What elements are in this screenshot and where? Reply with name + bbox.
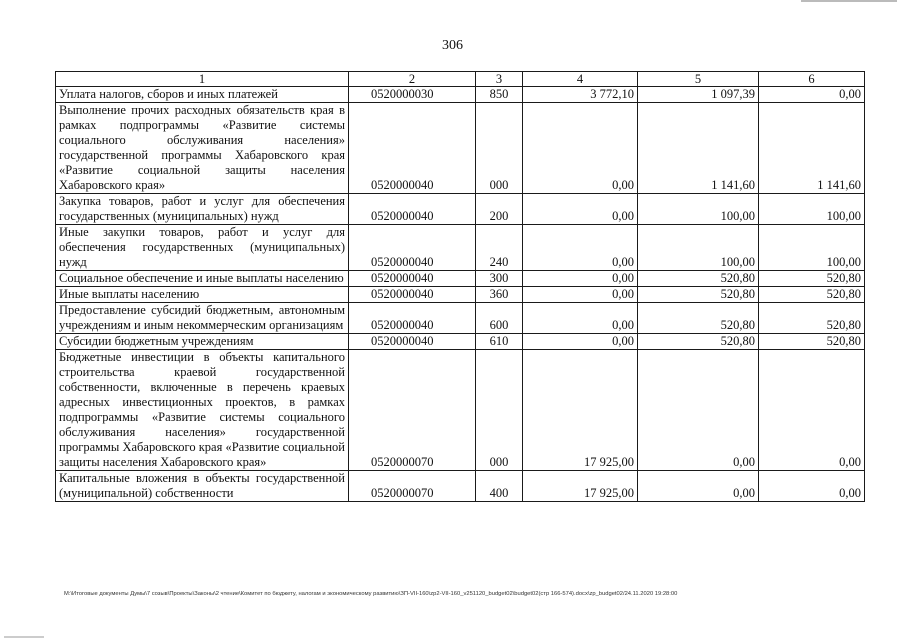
row-value-col6: 0,00 bbox=[759, 471, 865, 502]
scan-edge-mark bbox=[801, 0, 897, 2]
row-name: Субсидии бюджетным учреждениям bbox=[56, 334, 349, 350]
row-value-col5: 1 141,60 bbox=[638, 103, 759, 194]
row-target-code: 0520000040 bbox=[349, 225, 476, 271]
row-expense-type: 850 bbox=[476, 87, 523, 103]
row-target-code: 0520000040 bbox=[349, 334, 476, 350]
budget-table bbox=[55, 71, 865, 502]
row-value-col6: 520,80 bbox=[759, 271, 865, 287]
row-expense-type: 360 bbox=[476, 287, 523, 303]
row-value-col4: 0,00 bbox=[523, 334, 638, 350]
row-value-col4: 0,00 bbox=[523, 303, 638, 334]
column-header-2: 2 bbox=[349, 72, 476, 87]
row-value-col4: 3 772,10 bbox=[523, 87, 638, 103]
row-target-code: 0520000070 bbox=[349, 350, 476, 471]
row-value-col6: 0,00 bbox=[759, 350, 865, 471]
row-name: Закупка товаров, работ и услуг для обеспечения государственных (муниципальных) нужд bbox=[56, 194, 349, 225]
row-expense-type: 240 bbox=[476, 225, 523, 271]
row-value-col6: 520,80 bbox=[759, 334, 865, 350]
scan-edge-mark bbox=[4, 636, 44, 638]
table-row bbox=[56, 471, 865, 502]
row-value-col6: 520,80 bbox=[759, 287, 865, 303]
row-value-col4: 0,00 bbox=[523, 287, 638, 303]
column-header-6: 6 bbox=[759, 72, 865, 87]
table-row bbox=[56, 303, 865, 334]
row-value-col4: 17 925,00 bbox=[523, 471, 638, 502]
row-value-col5: 100,00 bbox=[638, 194, 759, 225]
row-value-col5: 520,80 bbox=[638, 271, 759, 287]
row-expense-type: 300 bbox=[476, 271, 523, 287]
row-target-code: 0520000040 bbox=[349, 271, 476, 287]
row-expense-type: 000 bbox=[476, 350, 523, 471]
row-value-col6: 520,80 bbox=[759, 303, 865, 334]
row-name: Предоставление субсидий бюджетным, автономным учреждениям и иным некоммерческим организациям bbox=[56, 303, 349, 334]
row-value-col5: 0,00 bbox=[638, 471, 759, 502]
row-value-col4: 0,00 bbox=[523, 194, 638, 225]
row-expense-type: 610 bbox=[476, 334, 523, 350]
row-value-col6: 100,00 bbox=[759, 225, 865, 271]
row-value-col6: 0,00 bbox=[759, 87, 865, 103]
table-row bbox=[56, 334, 865, 350]
table-row bbox=[56, 194, 865, 225]
row-target-code: 0520000070 bbox=[349, 471, 476, 502]
row-value-col6: 100,00 bbox=[759, 194, 865, 225]
row-expense-type: 200 bbox=[476, 194, 523, 225]
table-row bbox=[56, 225, 865, 271]
row-target-code: 0520000040 bbox=[349, 287, 476, 303]
row-expense-type: 400 bbox=[476, 471, 523, 502]
row-name: Выполнение прочих расходных обязательств края в рамках подпрограммы «Развитие системы социального обслуживания населения» государственной программы Хабаровского края «Развитие социальной защиты населения Хабаровского края» bbox=[56, 103, 349, 194]
row-expense-type: 000 bbox=[476, 103, 523, 194]
row-name: Бюджетные инвестиции в объекты капитального строительства краевой государственной собственности, включенные в перечень краевых адресных инвестиционных проектов, в рамках подпрограммы «Развитие системы социального обслуживания населения» государственной программы Хабаровского края «Развитие социальной защиты населения Хабаровского края» bbox=[56, 350, 349, 471]
row-name: Иные выплаты населению bbox=[56, 287, 349, 303]
column-header-5: 5 bbox=[638, 72, 759, 87]
table-row bbox=[56, 87, 865, 103]
row-value-col5: 1 097,39 bbox=[638, 87, 759, 103]
row-value-col4: 0,00 bbox=[523, 271, 638, 287]
row-target-code: 0520000040 bbox=[349, 303, 476, 334]
row-name: Капитальные вложения в объекты государственной (муниципальной) собственности bbox=[56, 471, 349, 502]
column-header-4: 4 bbox=[523, 72, 638, 87]
row-value-col4: 0,00 bbox=[523, 225, 638, 271]
row-value-col5: 0,00 bbox=[638, 350, 759, 471]
table-row bbox=[56, 271, 865, 287]
row-value-col4: 0,00 bbox=[523, 103, 638, 194]
table-row bbox=[56, 103, 865, 194]
row-value-col6: 1 141,60 bbox=[759, 103, 865, 194]
row-target-code: 0520000040 bbox=[349, 103, 476, 194]
row-value-col5: 520,80 bbox=[638, 334, 759, 350]
table-header-row bbox=[56, 72, 865, 87]
page-number: 306 bbox=[442, 38, 463, 53]
document-path-footer: M:\Итоговые документы Думы\7 созыв\Проекты\Законы\2 чтение\Комитет по бюджету, налогам и экономическому развитию\ЗП-VII-160\zp2-VII-160_v251120_budget02\budget02(стр 166-574).docx\zp_budget02/24.11.2020 19:28:00 bbox=[64, 591, 678, 597]
row-target-code: 0520000040 bbox=[349, 194, 476, 225]
table-row bbox=[56, 287, 865, 303]
row-value-col4: 17 925,00 bbox=[523, 350, 638, 471]
row-name: Иные закупки товаров, работ и услуг для обеспечения государственных (муниципальных) нужд bbox=[56, 225, 349, 271]
row-name: Социальное обеспечение и иные выплаты населению bbox=[56, 271, 349, 287]
row-expense-type: 600 bbox=[476, 303, 523, 334]
row-value-col5: 520,80 bbox=[638, 287, 759, 303]
table-row bbox=[56, 350, 865, 471]
column-header-1: 1 bbox=[56, 72, 349, 87]
row-name: Уплата налогов, сборов и иных платежей bbox=[56, 87, 349, 103]
row-value-col5: 100,00 bbox=[638, 225, 759, 271]
row-target-code: 0520000030 bbox=[349, 87, 476, 103]
column-header-3: 3 bbox=[476, 72, 523, 87]
row-value-col5: 520,80 bbox=[638, 303, 759, 334]
